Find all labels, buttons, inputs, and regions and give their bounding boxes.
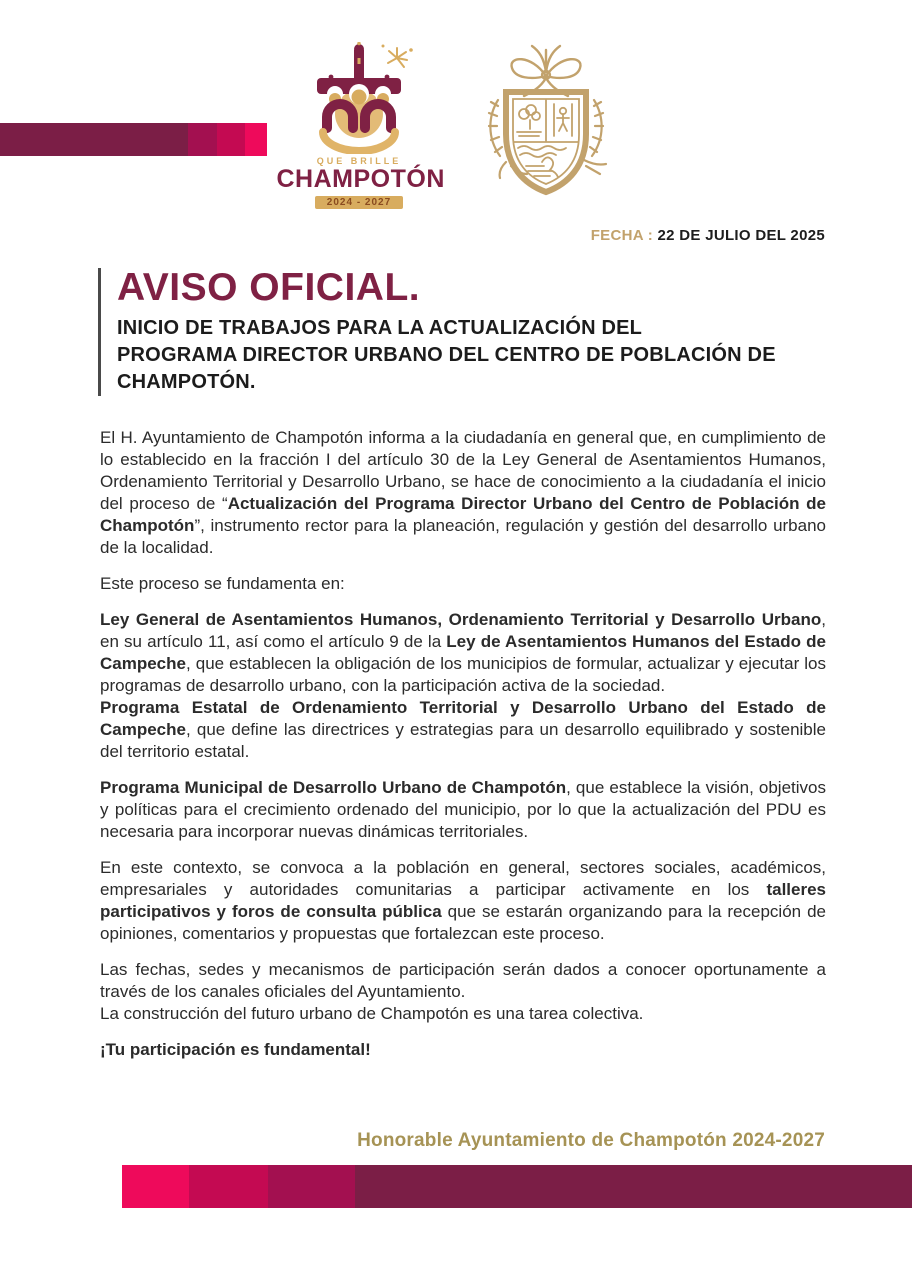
date-label: FECHA : [590, 227, 654, 244]
paragraph [100, 573, 826, 595]
footer-credit: Honorable Ayuntamiento de Champotón 2024-2027 [357, 1130, 825, 1151]
champoton-coat-of-arms-icon [456, 42, 636, 200]
paragraph [100, 959, 826, 1003]
paragraph [100, 857, 826, 945]
notice-body [100, 427, 826, 1061]
text-run: Programa Estatal de Ordenamiento Territorial y Desarrollo Urbano del Estado de Campeche [100, 698, 826, 739]
text-run: talleres participativos y foros de consulta pública [100, 880, 826, 921]
date-value: 22 DE JULIO DEL 2025 [657, 227, 825, 244]
paragraph [100, 609, 826, 697]
text-run: Este proceso se fundamenta en: [100, 574, 345, 593]
subtitle-line: CHAMPOTÓN. [117, 370, 256, 393]
text-run: Ley General de Asentamientos Humanos, Ordenamiento Territorial y Desarrollo Urbano [100, 610, 822, 629]
text-run: , en su artículo 11, así como el artículo 9 de la [100, 610, 826, 651]
text-run: Actualización del Programa Director Urbano del Centro de Población de Champotón [100, 494, 827, 535]
header-logos [0, 42, 912, 210]
text-run: Ley de Asentamientos Humanos del Estado de Campeche [100, 632, 826, 673]
date-line [591, 227, 825, 244]
text-run: , que establecen la obligación de los municipios de formular, actualizar y ejecutar los programas de desarrollo urbano, con la participación activa de la sociedad. [100, 654, 826, 695]
text-run: El H. Ayuntamiento de Champotón informa a la ciudadanía en general que, en cumplimiento de lo establecido en la fracción I del artículo 30 de la Ley General de Asentamientos Humanos, Ordenamiento Territorial y Desarrollo Urbano, se hace de conocimiento a la ciudadanía el inicio del proceso de “ [100, 428, 826, 513]
text-run: que se estarán organizando para la recepción de opiniones, comentarios y propuestas que fortalezcan este proceso. [100, 902, 826, 943]
logo-years-badge: 2024 - 2027 [315, 196, 403, 209]
bottom-accent-bar [122, 1165, 912, 1208]
text-run: En este contexto, se convoca a la población en general, sectores sociales, académicos, empresariales y autoridades comunitarias a participar activamente en los [100, 858, 826, 899]
champoton-arch-emblem-icon [284, 42, 434, 154]
paragraph [100, 427, 826, 559]
logo-tagline: QUE BRILLE [316, 156, 402, 166]
subtitle-line: PROGRAMA DIRECTOR URBANO DEL CENTRO DE POBLACIÓN DE [117, 343, 776, 366]
paragraph [100, 1039, 826, 1061]
title-block [98, 268, 776, 396]
text-run: ¡Tu participación es fundamental! [100, 1040, 371, 1059]
paragraph [100, 777, 826, 843]
champoton-logo [276, 42, 445, 210]
text-run: ”, instrumento rector para la planeación, regulación y gestión del desarrollo urbano de la localidad. [100, 516, 826, 557]
text-run: , que establece la visión, objetivos y políticas para el crecimiento ordenado del municipio, por lo que la actualización del PDU es necesaria para incorporar nuevas dinámicas territoriales. [100, 778, 826, 841]
paragraph [100, 697, 826, 763]
subtitle-line: INICIO DE TRABAJOS PARA LA ACTUALIZACIÓN DEL [117, 316, 643, 339]
page-title: AVISO OFICIAL. [117, 266, 421, 309]
text-run: Las fechas, sedes y mecanismos de participación serán dados a conocer oportunamente a través de los canales oficiales del Ayuntamiento. [100, 960, 826, 1001]
paragraph [100, 1003, 826, 1025]
logo-name: CHAMPOTÓN [276, 165, 445, 193]
text-run: Programa Municipal de Desarrollo Urbano de Champotón [100, 778, 567, 797]
page-subtitle [117, 315, 776, 396]
text-run: , que define las directrices y estrategias para un desarrollo equilibrado y sostenible del territorio estatal. [100, 720, 826, 761]
text-run: La construcción del futuro urbano de Champotón es una tarea colectiva. [100, 1004, 644, 1023]
